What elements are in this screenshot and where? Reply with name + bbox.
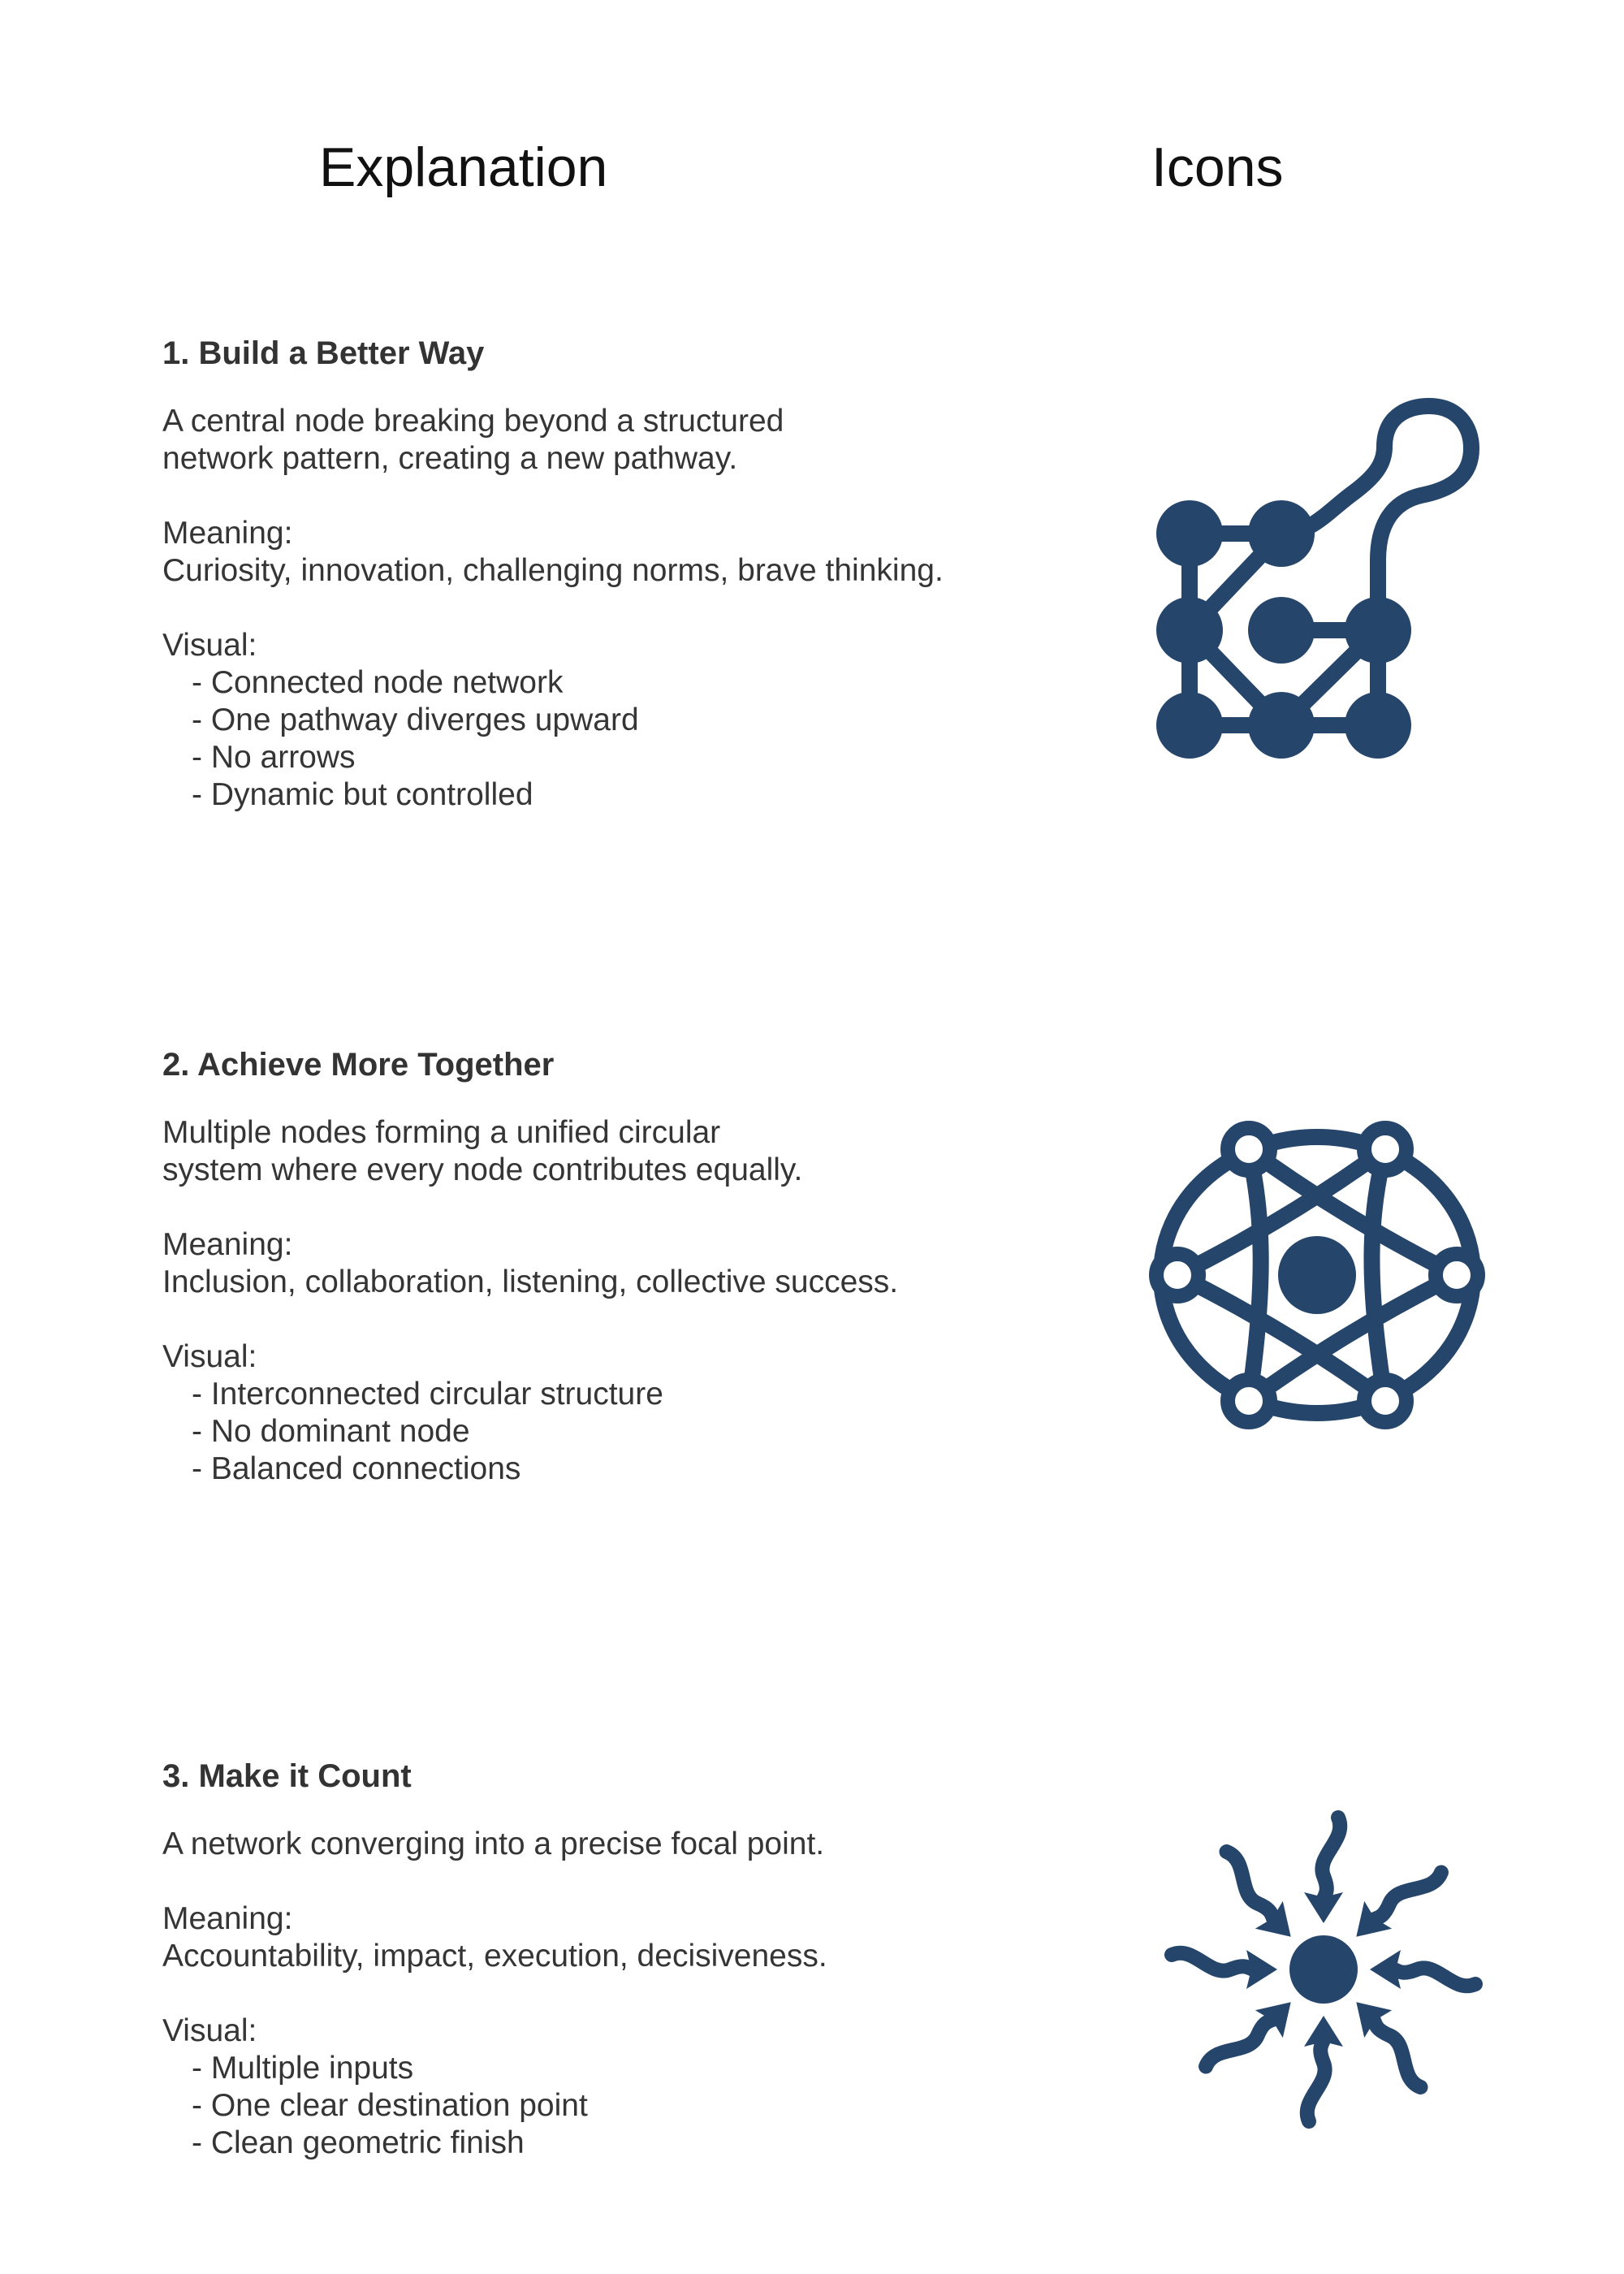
section-visual: [162, 1338, 1121, 1488]
section-meaning: [162, 1900, 1121, 1975]
visual-item: - One pathway diverges upward: [162, 702, 1121, 739]
visual-label: Visual:: [162, 1339, 257, 1374]
section-meaning: [162, 1226, 1121, 1301]
section-visual: [162, 2012, 1121, 2162]
meaning-text: Accountability, impact, execution, decisiveness.: [162, 1939, 827, 1974]
circular-network-icon: [1145, 1117, 1486, 1433]
visual-list: [162, 1376, 1121, 1488]
section-make-it-count: [162, 1757, 1121, 2162]
explanation-heading: Explanation: [319, 136, 608, 198]
visual-item: - Multiple inputs: [162, 2050, 1121, 2087]
section-description: [162, 1114, 1121, 1189]
visual-item: - Clean geometric finish: [162, 2125, 1121, 2162]
section-description: [162, 403, 1121, 478]
section-meaning: [162, 515, 1121, 590]
section-title: 1. Build a Better Way: [162, 335, 485, 371]
visual-item: - Interconnected circular structure: [162, 1376, 1121, 1413]
section-title: 3. Make it Count: [162, 1758, 412, 1794]
description-line: system where every node contributes equally.: [162, 1152, 803, 1187]
network-pathway-icon: [1137, 398, 1494, 772]
section-title: 2. Achieve More Together: [162, 1047, 555, 1083]
visual-item: - No arrows: [162, 739, 1121, 776]
description-line: A network converging into a precise focal point.: [162, 1827, 825, 1861]
section-visual: [162, 627, 1121, 814]
description-line: network pattern, creating a new pathway.: [162, 441, 738, 476]
meaning-text: Curiosity, innovation, challenging norms, brave thinking.: [162, 553, 944, 588]
converging-arrows-icon: [1153, 1799, 1494, 2140]
visual-list: [162, 2050, 1121, 2162]
description-line: Multiple nodes forming a unified circular: [162, 1115, 721, 1150]
icons-heading: Icons: [1151, 136, 1284, 198]
visual-label: Visual:: [162, 628, 257, 663]
meaning-label: Meaning:: [162, 516, 293, 551]
meaning-label: Meaning:: [162, 1901, 293, 1936]
visual-label: Visual:: [162, 2013, 257, 2048]
description-line: A central node breaking beyond a structured: [162, 404, 784, 439]
meaning-text: Inclusion, collaboration, listening, collective success.: [162, 1265, 899, 1299]
visual-item: - Balanced connections: [162, 1450, 1121, 1488]
meaning-label: Meaning:: [162, 1227, 293, 1262]
visual-item: - One clear destination point: [162, 2087, 1121, 2125]
visual-item: - Connected node network: [162, 664, 1121, 702]
visual-item: - No dominant node: [162, 1413, 1121, 1450]
visual-list: [162, 664, 1121, 814]
section-achieve-more-together: [162, 1046, 1121, 1488]
section-build-better-way: [162, 335, 1121, 814]
section-description: [162, 1826, 1121, 1863]
visual-item: - Dynamic but controlled: [162, 776, 1121, 814]
